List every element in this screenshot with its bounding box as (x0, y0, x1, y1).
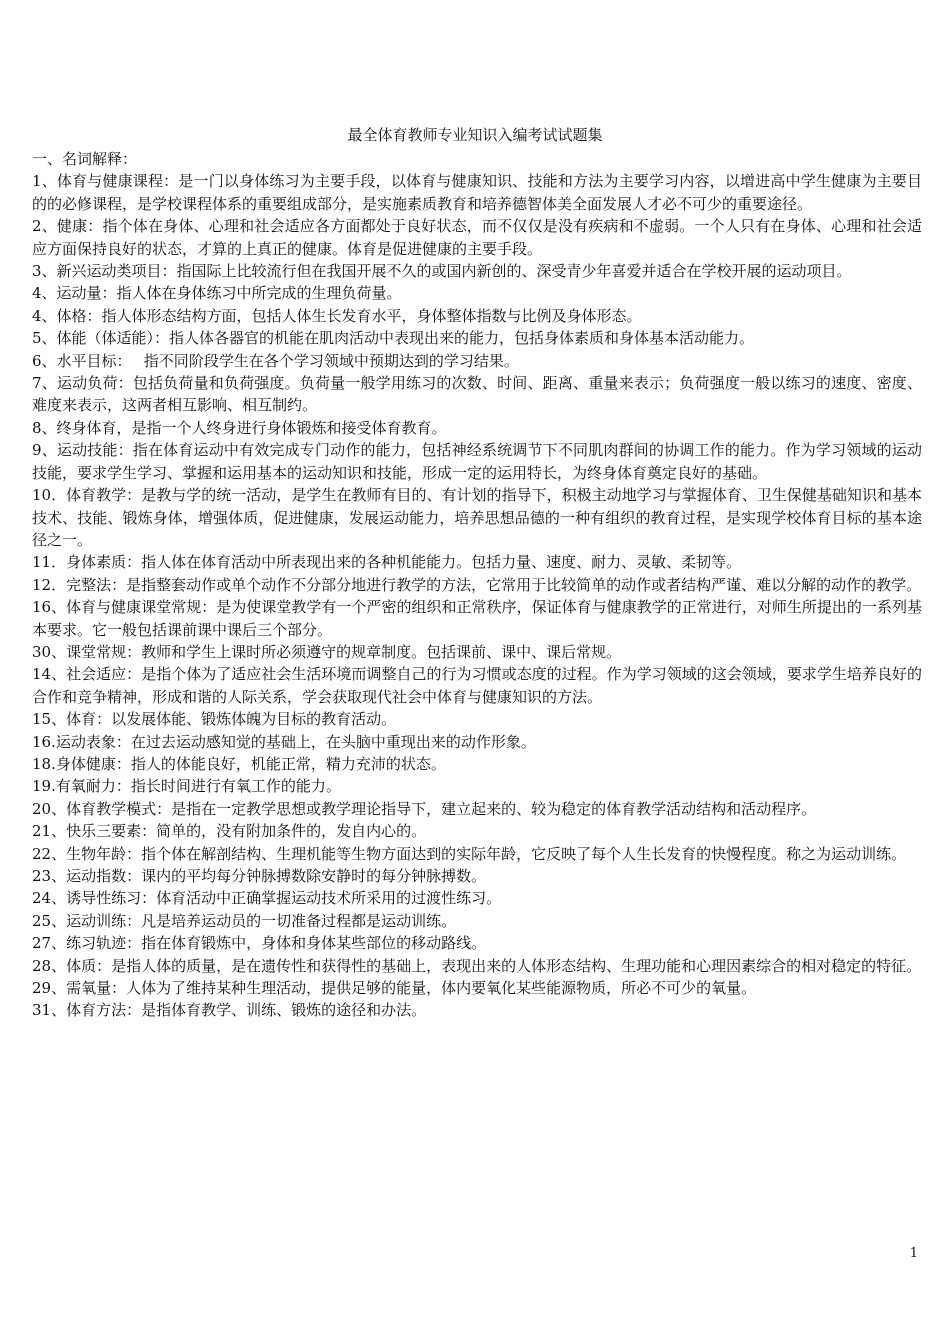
term-entry: 16、体育与健康课堂常规：是为使课堂教学有一个严密的组织和正常秩序，保证体育与健康教学的正常进行，对师生所提出的一系列基本要求。它一般包括课前课中课后三个部分。 (32, 598, 922, 639)
document-body (32, 148, 922, 1022)
page-number: 1 (909, 1246, 918, 1261)
term-entry: 28、体质：是指人体的质量，是在遗传性和获得性的基础上，表现出来的人体形态结构、生理功能和心理因素综合的相对稳定的特征。 (32, 956, 922, 975)
term-entry: 2、健康：指个体在身体、心理和社会适应各方面都处于良好状态，而不仅仅是没有疾病和不虚弱。一个人只有在身体、心理和社会适应方面保持良好的状态，才算的上真正的健康。体育是促进健康的主要手段。 (32, 217, 922, 258)
term-entry: 14、社会适应：是指个体为了适应社会生活环境而调整自己的行为习惯或态度的过程。作为学习领域的这会领域，要求学生培养良好的合作和竞争精神，形成和谐的人际关系，学会获取现代社会中体育与健康知识的方法。 (32, 665, 922, 706)
term-entry: 22、生物年龄：指个体在解剖结构、生理机能等生物方面达到的实际年龄，它反映了每个人生长发育的快慢程度。称之为运动训练。 (32, 844, 907, 863)
term-entry: 24、诱导性练习：体育活动中正确掌握运动技术所采用的过渡性练习。 (32, 889, 502, 908)
section-heading: 一、名词解释： (32, 150, 138, 168)
term-entry: 15、体育：以发展体能、锻炼体魄为目标的教育活动。 (32, 710, 397, 729)
term-entry: 8、终身体育，是指一个人终身进行身体锻炼和接受体育教育。 (32, 418, 447, 437)
term-entry: 6、水平目标： 指不同阶段学生在各个学习领域中预期达到的学习结果。 (32, 351, 519, 370)
term-entry: 30、课堂常规：教师和学生上课时所必须遵守的规章制度。包括课前、课中、课后常规。 (32, 642, 622, 661)
term-entry: 9、运动技能：指在体育运动中有效完成专门动作的能力，包括神经系统调节下不同肌肉群间的协调工作的能力。作为学习领域的运动技能，要求学生学习、掌握和运用基本的运动知识和技能，形成一定的运用特长，为终身体育奠定良好的基础。 (32, 441, 922, 482)
term-entry: 11．身体素质：指人体在体育活动中所表现出来的各种机能能力。包括力量、速度、耐力、灵敏、柔韧等。 (32, 553, 742, 572)
term-entry: 18.身体健康：指人的体能良好，机能正常，精力充沛的状态。 (32, 754, 446, 773)
term-entry: 29、需氧量：人体为了维持某种生理活动，提供足够的能量，体内要氧化某些能源物质，所必不可少的氧量。 (32, 979, 757, 998)
term-entry: 25、运动训练：凡是培养运动员的一切准备过程都是运动训练。 (32, 911, 457, 930)
term-entry: 4、运动量：指人体在身体练习中所完成的生理负荷量。 (32, 284, 402, 303)
term-entry: 27、练习轨迹：指在体育锻炼中，身体和身体某些部位的移动路线。 (32, 934, 487, 953)
term-entry: 19.有氧耐力：指长时间进行有氧工作的能力。 (32, 777, 341, 796)
term-entry: 21、快乐三要素：简单的，没有附加条件的，发自内心的。 (32, 822, 427, 841)
term-entry: 10．体育教学：是教与学的统一活动，是学生在教师有目的、有计划的指导下，积极主动地学习与掌握体育、卫生保健基础知识和基本技术、技能、锻炼身体，增强体质，促进健康，发展运动能力，培养思想品德的一种有组织的教育过程，是实现学校体育目标的基本途径之一。 (32, 486, 922, 549)
term-entry: 7、运动负荷：包括负荷量和负荷强度。负荷量一般学用练习的次数、时间、距离、重量来表示；负荷强度一般以练习的速度、密度、难度来表示，这两者相互影响、相互制约。 (32, 374, 922, 415)
term-entry: 31、体育方法：是指体育教学、训练、锻炼的途径和办法。 (32, 1001, 427, 1020)
term-entry: 4、体格：指人体形态结构方面，包括人体生长发育水平，身体整体指数与比例及身体形态。 (32, 306, 642, 325)
term-entry: 20、体育教学模式：是指在一定教学思想或教学理论指导下，建立起来的、较为稳定的体育教学活动结构和活动程序。 (32, 799, 817, 818)
term-entry: 3、新兴运动类项目：指国际上比较流行但在我国开展不久的或国内新创的、深受青少年喜爱并适合在学校开展的运动项目。 (32, 262, 852, 281)
term-entry: 16.运动表象：在过去运动感知觉的基础上，在头脑中重现出来的动作形象。 (32, 732, 536, 751)
term-entry: 12．完整法：是指整套动作或单个动作不分部分地进行教学的方法，它常用于比较简单的动作或者结构严谨、难以分解的动作的教学。 (32, 575, 922, 594)
document-title: 最全体育教师专业知识入编考试试题集 (347, 126, 603, 144)
term-entry: 1、体育与健康课程：是一门以身体练习为主要手段，以体育与健康知识、技能和方法为主要学习内容，以增进高中学生健康为主要目的的必修课程，是学校课程体系的重要组成部分，是实施素质教育和培养德智体美全面发展人才必不可少的重要途径。 (32, 172, 922, 213)
term-entry: 23、运动指数：课内的平均每分钟脉搏数除安静时的每分钟脉搏数。 (32, 867, 487, 885)
term-entry: 5、体能（体适能）：指人体各器官的机能在肌肉活动中表现出来的能力，包括身体素质和身体基本活动能力。 (32, 329, 755, 348)
